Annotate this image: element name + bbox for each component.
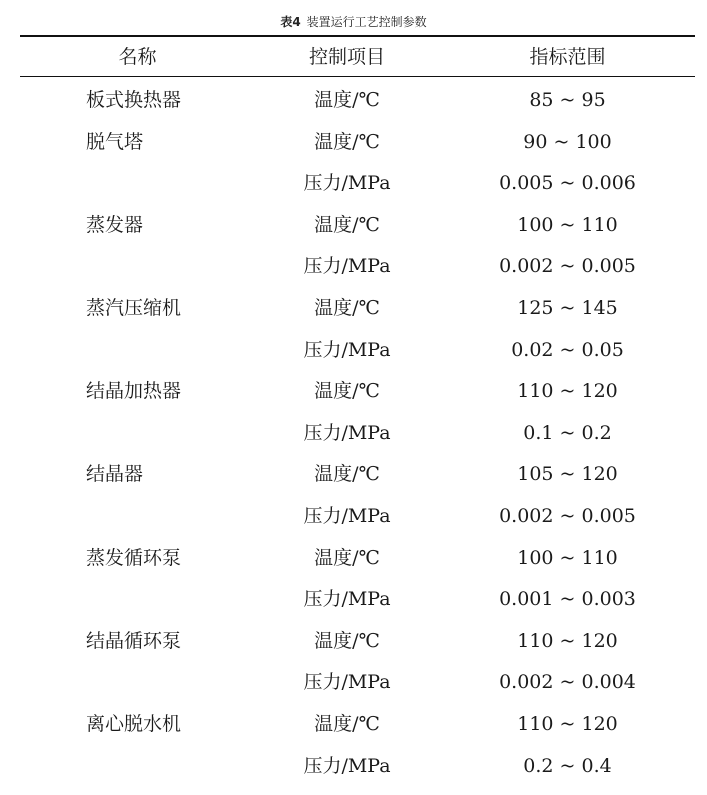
cell-control-item: 压力/MPa	[275, 171, 419, 195]
table-row	[0, 296, 707, 338]
cell-control-item: 温度/℃	[275, 546, 419, 570]
cell-name: 蒸汽压缩机	[86, 296, 181, 320]
cell-range: 100 ~ 110	[470, 213, 665, 237]
cell-name: 脱气塔	[86, 130, 143, 154]
table-header	[0, 38, 707, 76]
cell-control-item: 温度/℃	[275, 629, 419, 653]
table-row	[0, 629, 707, 671]
cell-name: 结晶加热器	[86, 379, 181, 403]
cell-range: 125 ~ 145	[470, 296, 665, 320]
cell-name: 板式换热器	[86, 88, 181, 112]
cell-control-item: 温度/℃	[275, 379, 419, 403]
cell-control-item: 温度/℃	[275, 462, 419, 486]
cell-control-item: 压力/MPa	[275, 587, 419, 611]
table-row	[0, 587, 707, 629]
table-row	[0, 504, 707, 546]
table-row	[0, 670, 707, 712]
cell-range: 90 ~ 100	[470, 130, 665, 154]
cell-name: 蒸发循环泵	[86, 546, 181, 570]
cell-name: 离心脱水机	[86, 712, 181, 736]
cell-range: 105 ~ 120	[470, 462, 665, 486]
cell-range: 0.002 ~ 0.005	[470, 504, 665, 528]
table-row	[0, 712, 707, 754]
cell-control-item: 温度/℃	[275, 130, 419, 154]
header-range: 指标范围	[470, 45, 665, 69]
cell-range: 0.2 ~ 0.4	[470, 754, 665, 778]
cell-name: 蒸发器	[86, 213, 143, 237]
cell-control-item: 温度/℃	[275, 296, 419, 320]
cell-range: 0.02 ~ 0.05	[470, 338, 665, 362]
cell-control-item: 压力/MPa	[275, 338, 419, 362]
cell-name: 结晶器	[86, 462, 143, 486]
cell-control-item: 压力/MPa	[275, 670, 419, 694]
table-row	[0, 171, 707, 213]
table-top-rule	[20, 35, 695, 37]
cell-control-item: 压力/MPa	[275, 754, 419, 778]
cell-range: 110 ~ 120	[470, 379, 665, 403]
cell-range: 110 ~ 120	[470, 712, 665, 736]
table-row	[0, 130, 707, 172]
table-row	[0, 421, 707, 463]
cell-control-item: 压力/MPa	[275, 504, 419, 528]
cell-control-item: 压力/MPa	[275, 254, 419, 278]
table-header-rule	[20, 76, 695, 77]
table-row	[0, 213, 707, 255]
cell-range: 0.002 ~ 0.005	[470, 254, 665, 278]
cell-range: 0.002 ~ 0.004	[470, 670, 665, 694]
cell-control-item: 压力/MPa	[275, 421, 419, 445]
header-control-item: 控制项目	[275, 45, 419, 69]
table-row	[0, 88, 707, 130]
cell-range: 110 ~ 120	[470, 629, 665, 653]
table-row	[0, 338, 707, 380]
cell-range: 0.005 ~ 0.006	[470, 171, 665, 195]
table-caption	[0, 14, 707, 30]
cell-range: 0.001 ~ 0.003	[470, 587, 665, 611]
table-row	[0, 379, 707, 421]
cell-range: 85 ~ 95	[470, 88, 665, 112]
cell-control-item: 温度/℃	[275, 88, 419, 112]
table-number: 表4	[280, 15, 300, 29]
table-row	[0, 546, 707, 588]
table-row	[0, 754, 707, 795]
table-body	[0, 88, 707, 795]
table-title: 装置运行工艺控制参数	[307, 15, 427, 29]
header-name: 名称	[0, 45, 275, 69]
cell-control-item: 温度/℃	[275, 712, 419, 736]
cell-range: 0.1 ~ 0.2	[470, 421, 665, 445]
table-row	[0, 254, 707, 296]
cell-name: 结晶循环泵	[86, 629, 181, 653]
cell-range: 100 ~ 110	[470, 546, 665, 570]
table-row	[0, 462, 707, 504]
cell-control-item: 温度/℃	[275, 213, 419, 237]
